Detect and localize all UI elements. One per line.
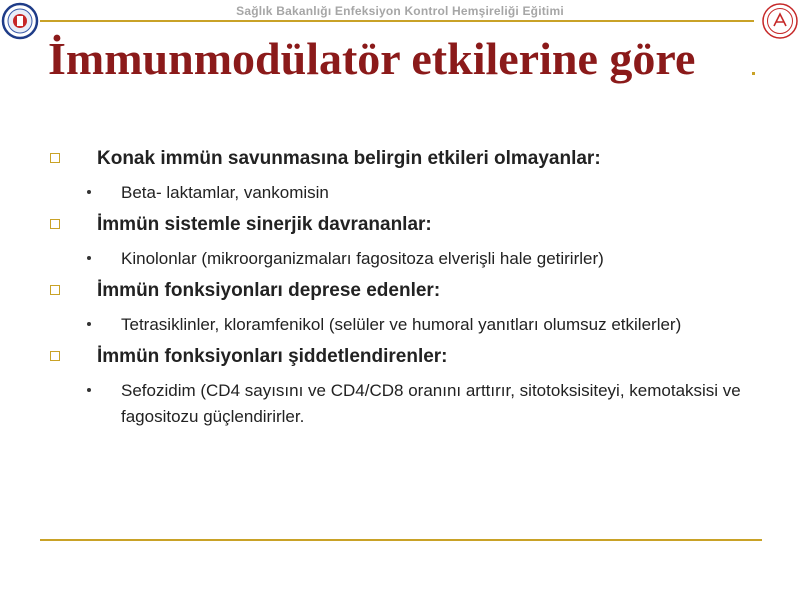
list-item	[40, 344, 770, 370]
list-item	[40, 278, 770, 304]
sub-list-text: Kinolonlar (mikroorganizmaları fagositoza elverişli hale getirirler)	[121, 249, 604, 268]
sub-list-text: Sefozidim (CD4 sayısını ve CD4/CD8 oranını arttırır, sitotoksisiteyi, kemotaksisi ve fagositozu güçlendirirler.	[121, 381, 741, 426]
header-divider	[40, 20, 754, 22]
sub-list-item	[40, 312, 770, 338]
sub-list-item	[40, 180, 770, 206]
red-seal-icon	[761, 2, 799, 40]
dot-bullet-icon	[87, 256, 91, 260]
title-accent-dot	[752, 72, 755, 75]
dot-bullet-icon	[87, 388, 91, 392]
dot-bullet-icon	[87, 322, 91, 326]
dot-bullet-icon	[87, 190, 91, 194]
list-heading: Konak immün savunmasına belirgin etkileri olmayanlar:	[97, 148, 601, 169]
square-bullet-icon	[50, 285, 60, 295]
sub-list-item	[40, 378, 770, 430]
square-bullet-icon	[50, 153, 60, 163]
slide-title: İmmunmodülatör etkilerine göre	[48, 33, 696, 84]
sub-list-text: Tetrasiklinler, kloramfenikol (selüler ve humoral yanıtları olumsuz etkilerler)	[121, 315, 682, 334]
sub-list-item	[40, 246, 770, 272]
header-text: Sağlık Bakanlığı Enfeksiyon Kontrol Hemşireliği Eğitimi	[236, 4, 564, 18]
square-bullet-icon	[50, 351, 60, 361]
square-bullet-icon	[50, 219, 60, 229]
list-heading: İmmün fonksiyonları şiddetlendirenler:	[97, 346, 448, 367]
list-item	[40, 212, 770, 238]
footer-divider	[40, 539, 762, 541]
slide-content	[40, 146, 770, 436]
list-heading: İmmün fonksiyonları deprese edenler:	[97, 280, 441, 301]
list-item	[40, 146, 770, 172]
ministry-emblem-icon	[1, 2, 39, 40]
sub-list-text: Beta- laktamlar, vankomisin	[121, 183, 329, 202]
list-heading: İmmün sistemle sinerjik davrananlar:	[97, 214, 432, 235]
